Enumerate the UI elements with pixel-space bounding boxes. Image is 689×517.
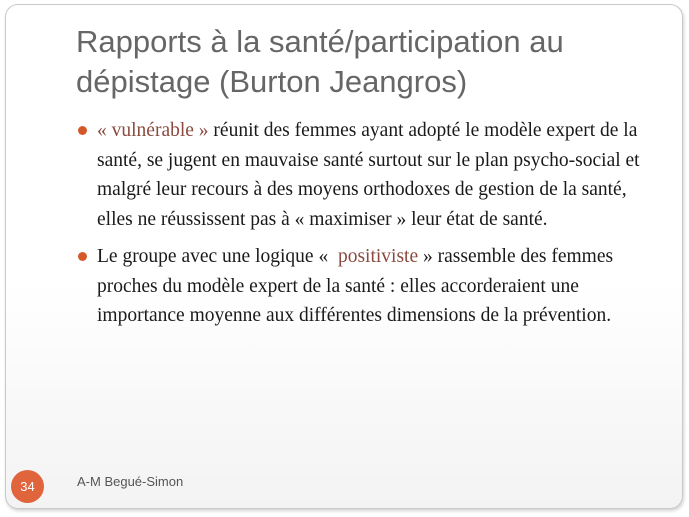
slide-content xyxy=(78,116,653,339)
bullet-text-after: » rassemble des femmes proches du modèle expert de la santé : elles accorderaient une importance moyenne aux différentes dimensions de la prévention. xyxy=(97,246,614,326)
highlight-term: positiviste xyxy=(337,246,419,267)
bullet-item-vulnerable xyxy=(78,116,653,234)
bullet-icon xyxy=(78,252,87,261)
footer-author: A-M Begué-Simon xyxy=(77,474,184,489)
highlight-term: « vulnérable » xyxy=(97,120,209,141)
bullet-text-before: Le groupe avec une logique « xyxy=(97,246,338,267)
bullet-item-positiviste xyxy=(78,242,653,331)
page-number-badge: 34 xyxy=(11,470,44,503)
bullet-text: réunit des femmes ayant adopté le modèle expert de la santé, se jugent en mauvaise santé surtout sur le plan psycho-social et malgré leur recours à des moyens orthodoxes de gestion de la santé, elles ne réussissent pas à « maximiser » leur état de santé. xyxy=(97,120,640,230)
slide-title: Rapports à la santé/participation au dépistage (Burton Jeangros) xyxy=(76,24,564,99)
bullet-icon xyxy=(78,126,87,135)
